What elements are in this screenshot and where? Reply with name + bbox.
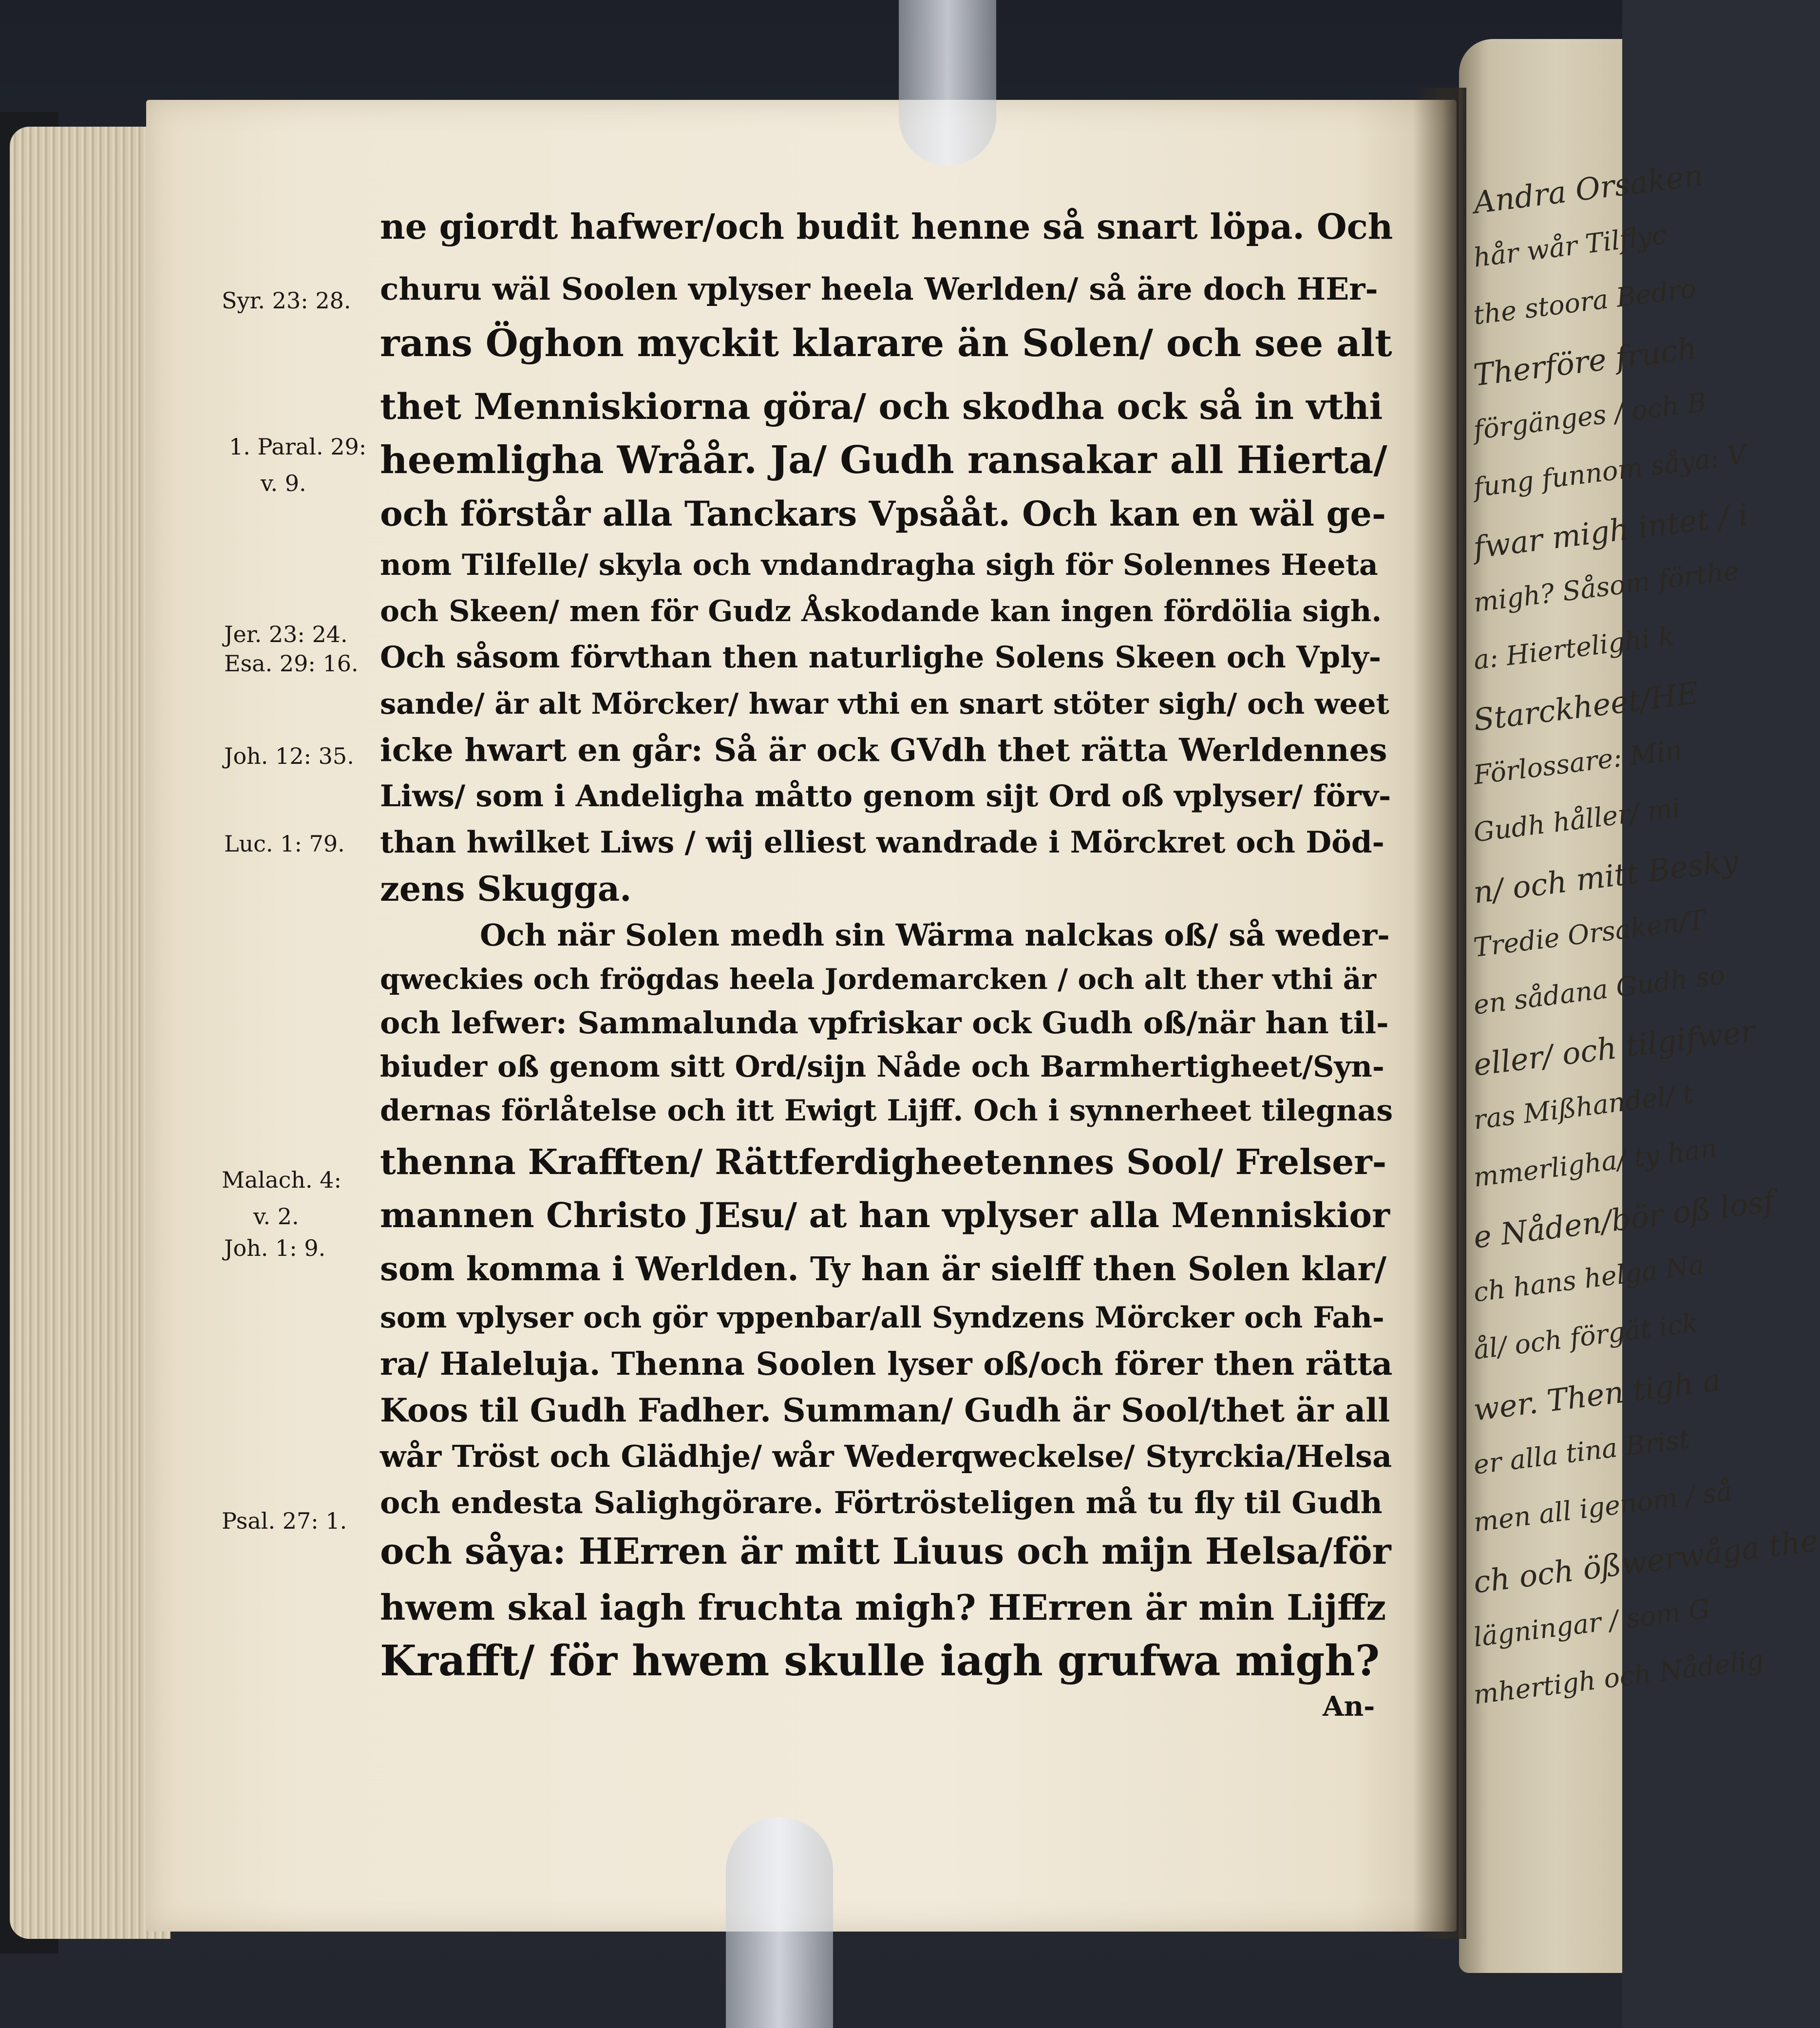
- text-line: than hwilket Liws / wij elliest wandrade i Mörckret och Död-: [380, 825, 1384, 860]
- facing-page-fragment: ras Mißhandel/ t: [1472, 1078, 1695, 1136]
- text-line: som komma i Werlden. Ty han är sielff then Solen klar/: [380, 1250, 1387, 1288]
- text-line: och endesta Salighgörare. Förtrösteligen må tu fly til Gudh: [380, 1485, 1383, 1520]
- text-line: thenna Krafften/ Rättferdigheetennes Sool/ Frelser-: [380, 1141, 1387, 1182]
- facing-page: [1459, 39, 1820, 1973]
- margin-note: Malach. 4:: [222, 1167, 342, 1193]
- text-line: mannen Christo JEsu/ at han vplyser alla Menniskior: [380, 1195, 1390, 1235]
- margin-note: 1. Paral. 29:: [229, 434, 367, 460]
- facing-page-fragment: mmerligha/ ty han: [1472, 1132, 1719, 1193]
- facing-page-fragment: mhertigh och Nådelig: [1472, 1644, 1765, 1710]
- text-line: Och när Solen medh sin Wärma nalckas oß/ så weder-: [480, 917, 1390, 953]
- facing-page-fragment: ål/ och förgät ick: [1472, 1307, 1700, 1365]
- facing-page-fragment: wer. Then tigh a: [1471, 1362, 1723, 1428]
- text-line: rans Öghon myckit klarare än Solen/ och see alt: [380, 322, 1392, 365]
- text-line: Och såsom förvthan then naturlighe Solens Skeen och Vply-: [380, 640, 1382, 675]
- facing-page-fragment: men all igenom / så: [1472, 1476, 1734, 1538]
- facing-page-fragment: Gudh håller/ mi: [1472, 792, 1683, 848]
- page-clamp-bottom: [726, 1817, 833, 2028]
- text-line: Koos til Gudh Fadher. Summan/ Gudh är Sool/thet är all: [380, 1391, 1390, 1429]
- text-line: icke hwart en går: Så är ock GVdh thet rätta Werldennes: [380, 732, 1387, 769]
- facing-page-fragment: hår wår Tilflyc: [1472, 219, 1668, 273]
- text-line: och förstår alla Tanckars Vpsååt. Och kan en wäl ge-: [380, 493, 1386, 534]
- page-gutter-shadow: [1413, 88, 1466, 1939]
- facing-page-fragment: Förlossare: Min: [1472, 734, 1684, 791]
- text-line: biuder oß genom sitt Ord/sijn Nåde och Barmhertigheet/Syn-: [380, 1050, 1384, 1084]
- text-line: qweckies och frögdas heela Jordemarcken / och alt ther vthi är: [380, 963, 1376, 996]
- text-line: churu wäl Soolen vplyser heela Werlden/ så äre doch HEr-: [380, 271, 1378, 307]
- catchword: An-: [1323, 1690, 1375, 1723]
- facing-page-fragment: e Nåden/bör oß losf: [1471, 1183, 1777, 1255]
- margin-note: Esa. 29: 16.: [224, 650, 359, 677]
- text-line: dernas förlåtelse och itt Ewigt Lijff. Och i synnerheet tilegnas: [380, 1094, 1393, 1128]
- facing-page-fragment: the stoora Bedro: [1472, 273, 1698, 331]
- facing-page-fragment: migh? Såsom förthe: [1472, 555, 1741, 618]
- text-line: och lefwer: Sammalunda vpfriskar ock Gudh oß/när han til-: [380, 1005, 1389, 1041]
- margin-note: Psal. 27: 1.: [222, 1508, 347, 1534]
- facing-page-fragment: förgänges / och B: [1472, 386, 1708, 446]
- facing-page-fragment: Therföre fruch: [1471, 330, 1699, 393]
- margin-note: Jer. 23: 24.: [224, 621, 348, 647]
- facing-page-fragment: ch och ößwerwåga the: [1471, 1522, 1820, 1600]
- text-line: och såya: HErren är mitt Liuus och mijn Helsa/för: [380, 1531, 1391, 1573]
- facing-page-fragment: en sådana Gudh so: [1472, 959, 1727, 1021]
- page-clamp-top: [899, 0, 996, 166]
- facing-page-fragment: er alla tina Brist: [1472, 1423, 1691, 1480]
- text-line: som vplyser och gör vppenbar/all Syndzens Mörcker och Fah-: [380, 1301, 1384, 1335]
- margin-note: Syr. 23: 28.: [222, 287, 351, 314]
- text-line: Liws/ som i Andeligha måtto genom sijt Ord oß vplyser/ förv-: [380, 779, 1391, 814]
- text-line: wår Tröst och Glädhje/ wår Wederqweckelse/ Styrckia/Helsa: [380, 1439, 1392, 1474]
- text-line: ra/ Haleluja. Thenna Soolen lyser oß/och förer then rätta: [380, 1346, 1393, 1383]
- margin-note: v. 2.: [253, 1203, 299, 1230]
- text-line: zens Skugga.: [380, 869, 632, 909]
- margin-note: Joh. 12: 35.: [224, 743, 354, 769]
- margin-note: Joh. 1: 9.: [224, 1235, 326, 1261]
- text-line: heemligha Wråår. Ja/ Gudh ransakar all Hierta/: [380, 438, 1387, 482]
- facing-page-fragment: ch hans helga Na: [1472, 1249, 1706, 1308]
- facing-page-fragment: Andra Orsaken: [1471, 157, 1706, 221]
- facing-page-fragment: fung funnom såya: V: [1472, 439, 1748, 503]
- margin-note: v. 9.: [261, 470, 306, 496]
- facing-page-fragment: n/ och mitt Besky: [1471, 842, 1741, 910]
- text-line: och Skeen/ men för Gudz Åskodande kan ingen fördölia sigh.: [380, 594, 1382, 628]
- text-line: nom Tilfelle/ skyla och vndandragha sigh för Solennes Heeta: [380, 548, 1378, 582]
- text-line: Krafft/ för hwem skulle iagh grufwa migh?: [380, 1636, 1380, 1686]
- facing-page-fragment: Tredie Orsaken/T: [1472, 904, 1707, 963]
- margin-note: Luc. 1: 79.: [224, 831, 345, 857]
- text-line: hwem skal iagh fruchta migh? HErren är min Lijffz: [380, 1587, 1386, 1628]
- text-line: thet Menniskiorna göra/ och skodha ock så in vthi: [380, 386, 1383, 428]
- text-line: ne giordt hafwer/och budit henne så snart löpa. Och: [380, 206, 1393, 247]
- text-line: sande/ är alt Mörcker/ hwar vthi en snart stöter sigh/ och weet: [380, 687, 1389, 720]
- facing-page-fragment: fwar migh intet / i: [1471, 496, 1750, 566]
- facing-page-fragment: Starckheet/HE: [1471, 675, 1701, 738]
- facing-page-fragment: eller/ och tilgifwer: [1471, 1013, 1757, 1083]
- facing-page-fragment: a: Hiertelighi k: [1472, 620, 1676, 676]
- facing-page-fragment: lägningar / som G: [1472, 1593, 1711, 1653]
